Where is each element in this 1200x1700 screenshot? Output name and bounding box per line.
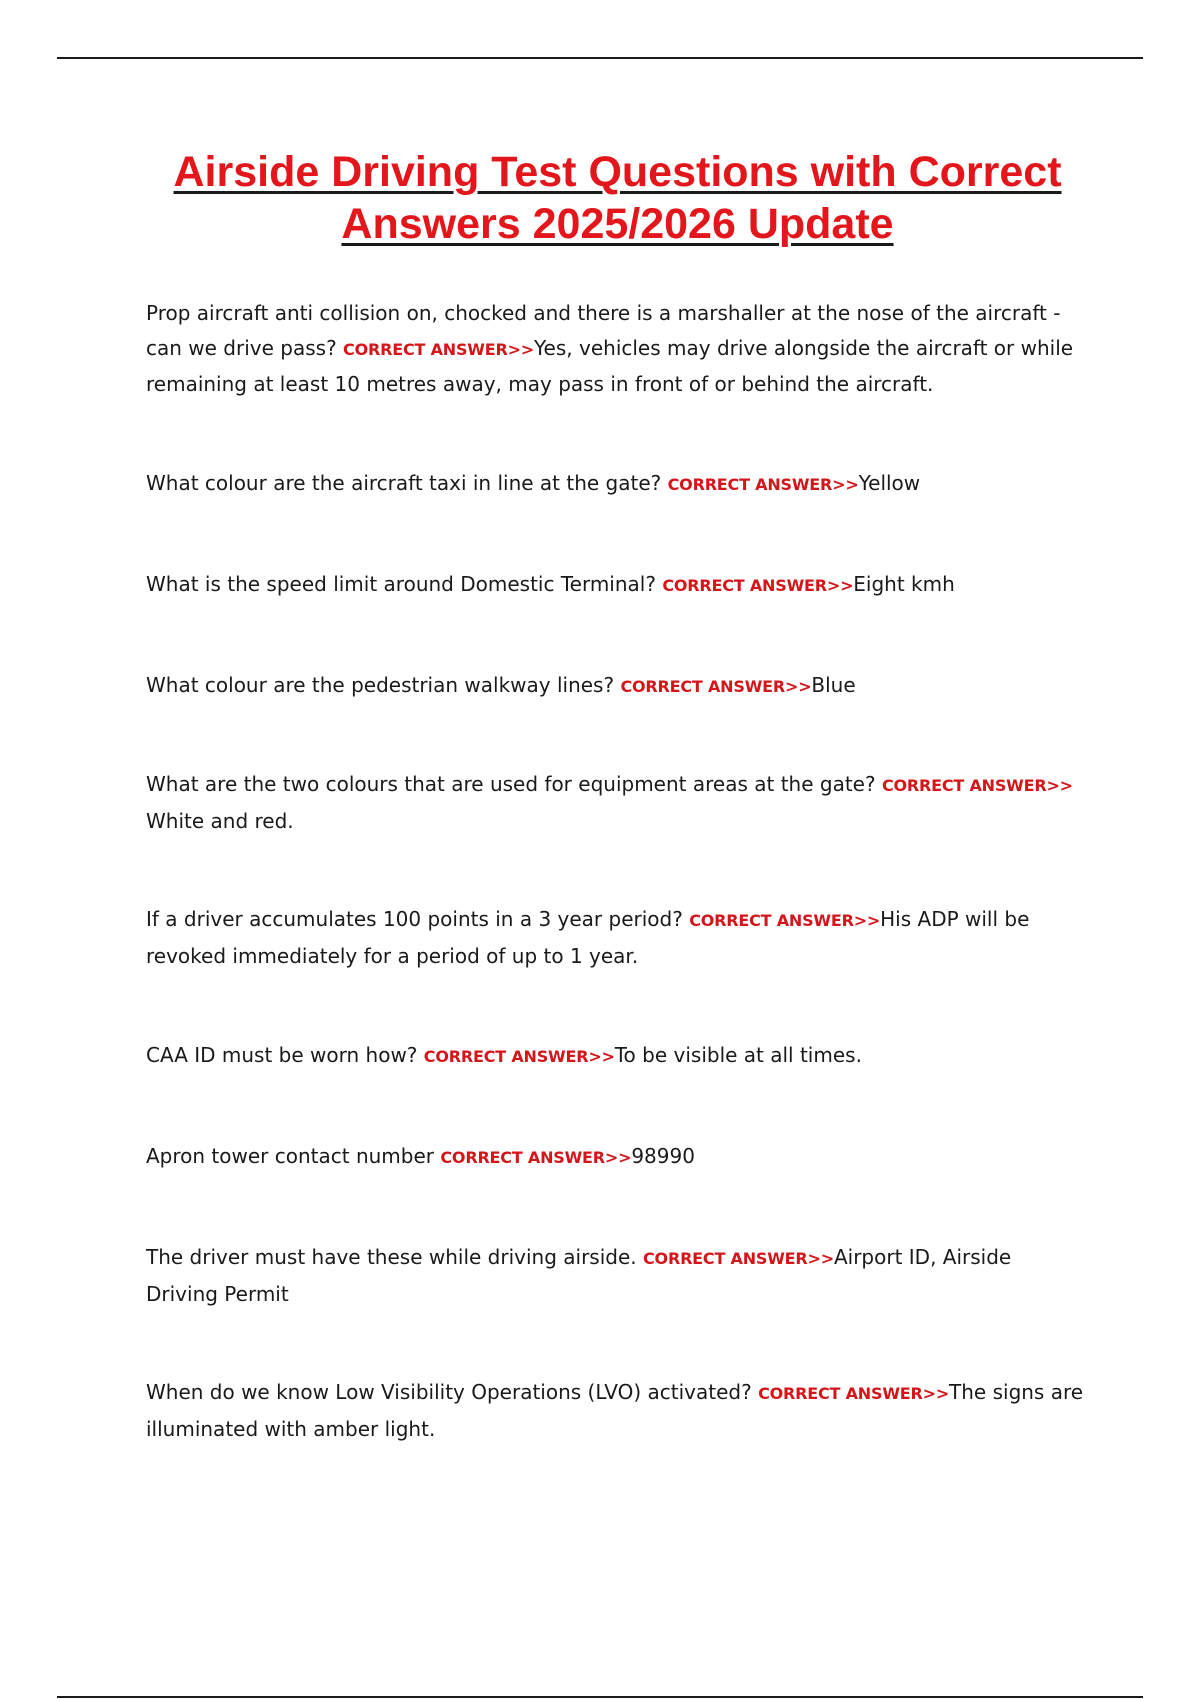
question-text: CAA ID must be worn how? [146,1043,424,1067]
correct-answer-tag: CORRECT ANSWER>> [667,475,859,494]
top-rule [57,57,1143,59]
answer-text: Airport ID, Airside Driving Permit [146,1245,1012,1306]
answer-text: White and red. [146,808,294,833]
question-text: What colour are the aircraft taxi in line at the gate? [146,471,668,495]
document-title [100,146,1135,250]
qa-item-1 [146,296,1086,402]
qa-item-4 [146,668,1086,705]
answer-text: The signs are illuminated with amber light. [146,1380,1084,1441]
correct-answer-tag: CORRECT ANSWER>> [689,911,881,930]
qa-item-5 [146,767,1086,838]
question-text: If a driver accumulates 100 points in a 3 year period? [146,907,690,931]
correct-answer-tag: CORRECT ANSWER>> [343,339,534,359]
question-text: What are the two colours that are used for equipment areas at the gate? [146,772,882,796]
title-line-2: Answers 2025/2026 Update [341,200,894,248]
qa-item-2 [146,466,1086,503]
correct-answer-tag: CORRECT ANSWER>> [758,1384,950,1403]
answer-text: Yellow [858,471,921,495]
answer-text: To be visible at all times. [614,1043,862,1067]
question-text: When do we know Low Visibility Operations (LVO) activated? [146,1380,759,1404]
question-text: What colour are the pedestrian walkway lines? [146,673,621,697]
qa-item-9 [146,1240,1086,1311]
correct-answer-tag: CORRECT ANSWER>> [881,776,1073,795]
answer-text: 98990 [631,1144,695,1168]
question-text: Prop aircraft anti collision on, chocked and there is a marshaller at the nose of the aircraft - can we drive pass? [146,301,1061,360]
question-text: What is the speed limit around Domestic Terminal? [146,572,663,596]
qa-item-7 [146,1038,1086,1075]
answer-text: Eight kmh [853,572,955,596]
title-line-1: Airside Driving Test Questions with Correct [173,148,1062,196]
qa-item-10 [146,1375,1086,1446]
correct-answer-tag: CORRECT ANSWER>> [423,1047,615,1066]
correct-answer-tag: CORRECT ANSWER>> [662,576,854,595]
correct-answer-tag: CORRECT ANSWER>> [440,1148,632,1167]
answer-text: His ADP will be revoked immediately for a period of up to 1 year. [146,907,1030,968]
qa-item-3 [146,567,1086,604]
qa-item-8 [146,1139,1086,1176]
answer-text: Yes, vehicles may drive alongside the aircraft or while remaining at least 10 metres away, may pass in front of or behind the aircraft. [146,335,1074,396]
correct-answer-tag: CORRECT ANSWER>> [643,1249,834,1268]
qa-item-6 [146,902,1086,973]
correct-answer-tag: CORRECT ANSWER>> [620,677,812,696]
question-text: Apron tower contact number [146,1144,441,1168]
bottom-rule [57,1696,1143,1698]
answer-text: Blue [811,673,856,697]
question-text: The driver must have these while driving airside. [146,1245,643,1269]
